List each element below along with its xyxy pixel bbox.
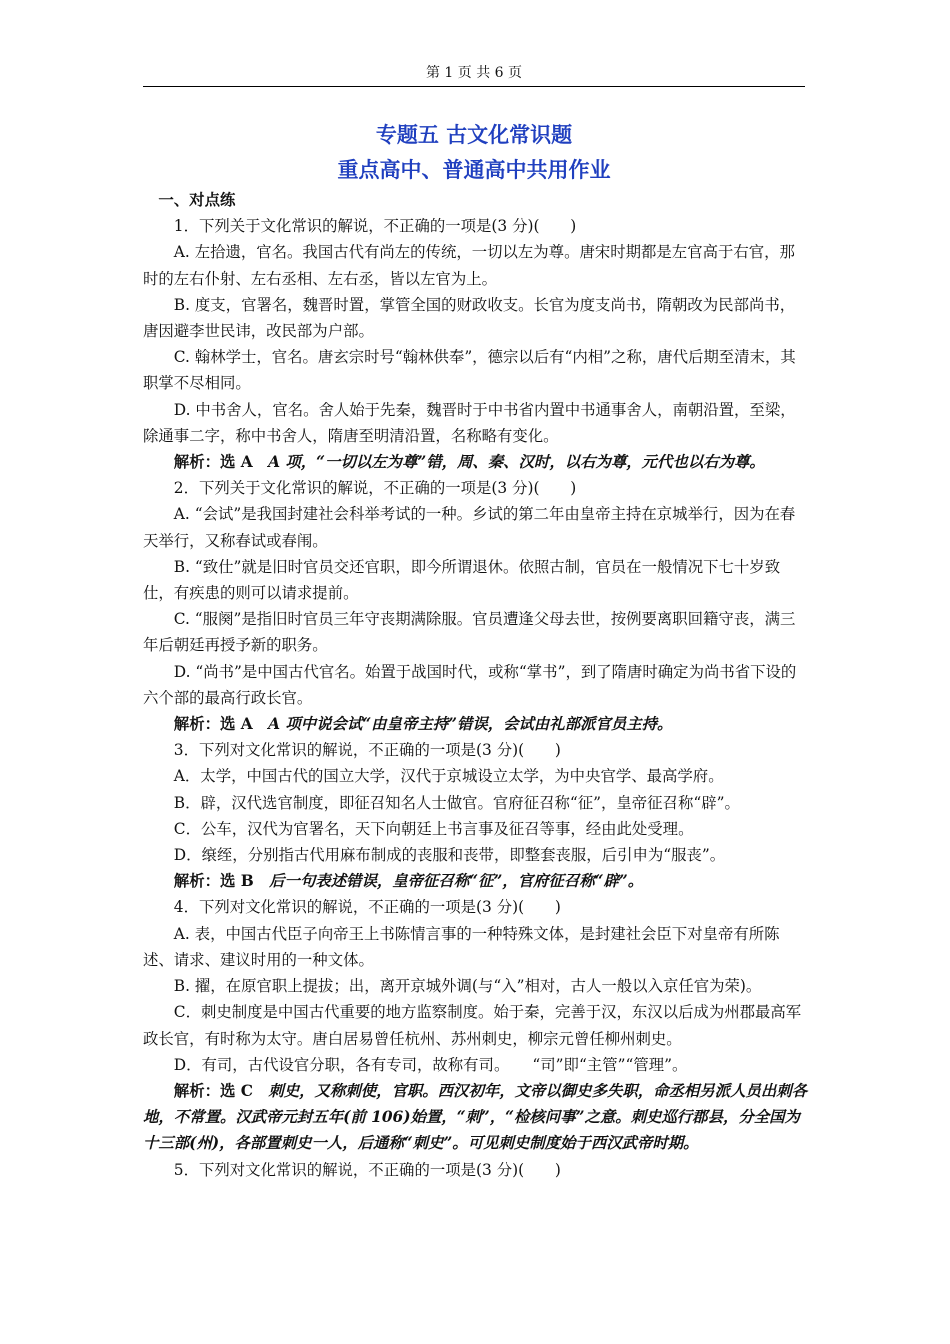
question-2-option-a: A. “会试”是我国封建社会科举考试的一种。乡试的第二年由皇帝主持在京城举行，因为在春天举行，又称春试或春闱。 <box>143 505 796 550</box>
answer-explanation: 后一句表述错误，皇帝征召称“征”，官府征召称“辟”。 <box>269 872 644 891</box>
document-title: 专题五 古文化常识题 <box>375 123 573 147</box>
question-4-option-c: C．刺史制度是中国古代重要的地方监察制度。始于秦，完善于汉，东汉以后成为州郡最高军政长官，有时称为太守。唐白居易曾任杭州、苏州刺史，柳宗元曾任柳州刺史。 <box>143 1003 802 1048</box>
answer-explanation: A 项，“一切以左为尊”错，周、秦、汉时，以右为尊，元代也以右为尊。 <box>268 453 765 472</box>
question-1-option-a: A. 左拾遗，官名。我国古代有尚左的传统，一切以左为尊。唐宋时期都是左官高于右官，那时的左右仆射、左右丞相、左右丞，皆以左官为上。 <box>143 243 795 288</box>
question-3-option-a: A．太学，中国古代的国立大学，汉代于京城设立太学，为中央官学、最高学府。 <box>173 767 724 786</box>
answer-label: 解析：选 A <box>173 715 269 734</box>
question-2-option-b: B. “致仕”就是旧时官员交还官职，即今所谓退休。依照古制，官员在一般情况下七十岁致仕，有疾患的则可以请求提前。 <box>143 557 781 603</box>
question-4-option-a: A. 表，中国古代臣子向帝王上书陈情言事的一种特殊文体，是封建社会臣下对皇帝有所陈述、请求、建议时用的一种文体。 <box>143 924 780 969</box>
question-2-option-c: C. “服阕”是指旧时官员三年守丧期满除服。官员遭逢父母去世，按例要离职回籍守丧，满三年后朝廷再授予新的职务。 <box>143 610 796 655</box>
page-header: 第 1 页 共 6 页 <box>425 65 523 81</box>
answer-label: 解析：选 A <box>173 453 269 472</box>
question-2-option-d: D. “尚书”是中国古代官名。始置于战国时代，或称“掌书”，到了隋唐时确定为尚书省下设的六个部的最高行政长官。 <box>143 662 797 707</box>
question-4-option-b: B. 擢，在原官职上提拔；出，离开京城外调(与“入”相对，古人一般以入京任官为荣)。 <box>173 977 762 996</box>
question-4-stem: 4．下列对文化常识的解说，不正确的一项是(3 分)( ) <box>173 898 561 917</box>
answer-explanation: 刺史，又称刺使，官职。西汉初年，文帝以御史多失职，命丞相另派人员出刺各地，不常置。汉武帝元封五年(前 106)始置，“刺”，“检核问事”之意。刺史巡行郡县，分全国为十三部(州)，各部置刺史一人，后通称“刺史”。可见刺史制度始于西汉武帝时期。 <box>143 1081 808 1153</box>
question-3-option-d: D．缞绖，分别指古代用麻布制成的丧服和丧带，即整套丧服，后引申为“服丧”。 <box>173 846 726 865</box>
question-2-stem: 2．下列关于文化常识的解说，不正确的一项是(3 分)( ) <box>173 479 577 498</box>
question-3-option-b: B．辟，汉代选官制度，即征召知名人士做官。官府征召称“征”，皇帝征召称“辟”。 <box>173 793 740 812</box>
section-heading: 一、对点练 <box>158 191 236 209</box>
question-3-answer <box>143 868 809 894</box>
question-2-answer <box>143 711 809 737</box>
answer-label: 解析：选 C <box>173 1081 269 1100</box>
question-1-option-b: B. 度支，官署名，魏晋时置，掌管全国的财政收支。长官为度支尚书，隋朝改为民部尚书，唐因避李世民讳，改民部为户部。 <box>143 295 796 341</box>
question-3-stem: 3．下列对文化常识的解说，不正确的一项是(3 分)( ) <box>173 741 561 760</box>
question-1-answer <box>143 449 809 475</box>
question-1-option-d: D. 中书舍人，官名。舍人始于先秦，魏晋时于中书省内置中书通事舍人，南朝沿置，至梁，除通事二字，称中书舍人，隋唐至明清沿置，名称略有变化。 <box>143 400 796 445</box>
document-body <box>143 187 809 1183</box>
question-4-answer <box>143 1078 809 1157</box>
answer-label: 解析：选 B <box>173 872 270 891</box>
answer-explanation: A 项中说会试“由皇帝主持”错误，会试由礼部派官员主持。 <box>268 715 673 734</box>
header-divider <box>143 86 805 87</box>
document-subtitle: 重点高中、普通高中共用作业 <box>337 158 611 182</box>
question-5-stem: 5．下列对文化常识的解说，不正确的一项是(3 分)( ) <box>173 1160 561 1179</box>
question-1-option-c: C. 翰林学士，官名。唐玄宗时号“翰林供奉”，德宗以后有“内相”之称，唐代后期至清末，其职掌不尽相同。 <box>143 348 796 393</box>
question-3-option-c: C．公车，汉代为官署名，天下向朝廷上书言事及征召等事，经由此处受理。 <box>173 819 694 838</box>
question-4-option-d: D．有司，古代设官分职，各有专司，故称有司。 “司”即“主管”“管理”。 <box>173 1055 688 1074</box>
question-1-stem: 1．下列关于文化常识的解说，不正确的一项是(3 分)( ) <box>173 217 577 236</box>
